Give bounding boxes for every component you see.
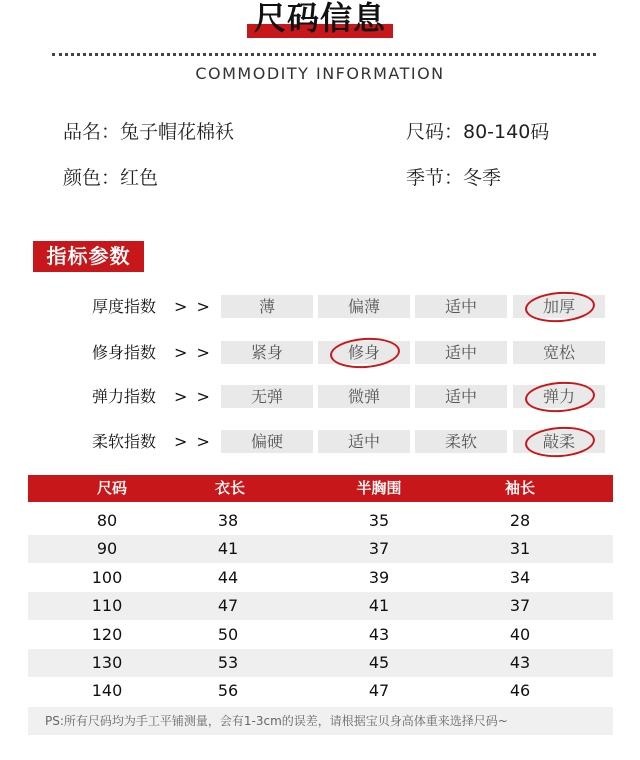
indicator-option: 柔软 <box>415 430 507 453</box>
table-cell: 38 <box>217 511 239 530</box>
indicator-option: 偏硬 <box>221 430 313 453</box>
table-cell: 50 <box>217 625 239 644</box>
table-cell: 43 <box>368 625 390 644</box>
table-cell: 53 <box>217 653 239 672</box>
page-subtitle: COMMODITY INFORMATION <box>195 64 445 83</box>
indicator-option: 紧身 <box>221 341 313 364</box>
product-season: 季节：冬季 <box>406 167 502 189</box>
table-cell: 28 <box>509 511 531 530</box>
table-cell: 47 <box>368 681 390 700</box>
table-cell: 110 <box>91 596 123 615</box>
product-color: 颜色：红色 <box>63 167 159 189</box>
indicator-option: 适中 <box>318 430 410 453</box>
table-header-chest: 半胸围 <box>356 479 402 497</box>
indicator-option-selected: 弹力 <box>513 385 605 408</box>
indicator-label: 厚度指数 <box>92 297 157 316</box>
table-cell: 41 <box>368 596 390 615</box>
indicator-option: 适中 <box>415 341 507 364</box>
indicator-option: 偏薄 <box>318 295 410 318</box>
indicator-option: 适中 <box>415 295 507 318</box>
indicator-label: 修身指数 <box>92 343 157 362</box>
table-header-sleeve: 袖长 <box>504 479 535 497</box>
table-cell: 46 <box>509 681 531 700</box>
indicator-option: 宽松 <box>513 341 605 364</box>
indicator-arrow: > > <box>174 297 212 316</box>
table-header-size: 尺码 <box>96 479 127 497</box>
table-cell: 41 <box>217 539 239 558</box>
table-cell: 80 <box>96 511 118 530</box>
indicator-option-selected: 修身 <box>318 341 410 364</box>
table-cell: 130 <box>91 653 123 672</box>
indicator-arrow: > > <box>174 387 212 406</box>
table-cell: 37 <box>368 539 390 558</box>
title-section <box>0 0 640 44</box>
table-cell: 47 <box>217 596 239 615</box>
table-cell: 140 <box>91 681 123 700</box>
measurement-note: PS:所有尺码均为手工平铺测量，会有1-3cm的误差，请根据宝贝身高体重来选择尺码~ <box>28 707 613 735</box>
indicator-arrow: > > <box>174 432 212 451</box>
table-cell: 40 <box>509 625 531 644</box>
table-cell: 44 <box>217 568 239 587</box>
indicator-label: 弹力指数 <box>92 387 157 406</box>
table-cell: 37 <box>509 596 531 615</box>
indicator-option-selected: 加厚 <box>513 295 605 318</box>
table-header-length: 衣长 <box>214 479 245 497</box>
table-cell: 56 <box>217 681 239 700</box>
indicator-option: 适中 <box>415 385 507 408</box>
indicator-option: 微弹 <box>318 385 410 408</box>
product-size-range: 尺码：80-140码 <box>406 121 550 143</box>
indicator-label: 柔软指数 <box>92 432 157 451</box>
table-cell: 39 <box>368 568 390 587</box>
table-cell: 43 <box>509 653 531 672</box>
product-name: 品名：兔子帽花棉袄 <box>63 121 235 143</box>
table-cell: 120 <box>91 625 123 644</box>
table-cell: 45 <box>368 653 390 672</box>
indicator-option: 无弹 <box>221 385 313 408</box>
page-title: 尺码信息 <box>253 0 386 37</box>
table-cell: 35 <box>368 511 390 530</box>
table-cell: 90 <box>96 539 118 558</box>
table-cell: 31 <box>509 539 531 558</box>
indicator-option: 薄 <box>221 295 313 318</box>
indicator-option-selected: 敲柔 <box>513 430 605 453</box>
section-tag-indicators: 指标参数 <box>33 241 144 272</box>
dotted-divider <box>52 53 596 56</box>
table-cell: 34 <box>509 568 531 587</box>
table-cell: 100 <box>91 568 123 587</box>
indicator-arrow: > > <box>174 343 212 362</box>
